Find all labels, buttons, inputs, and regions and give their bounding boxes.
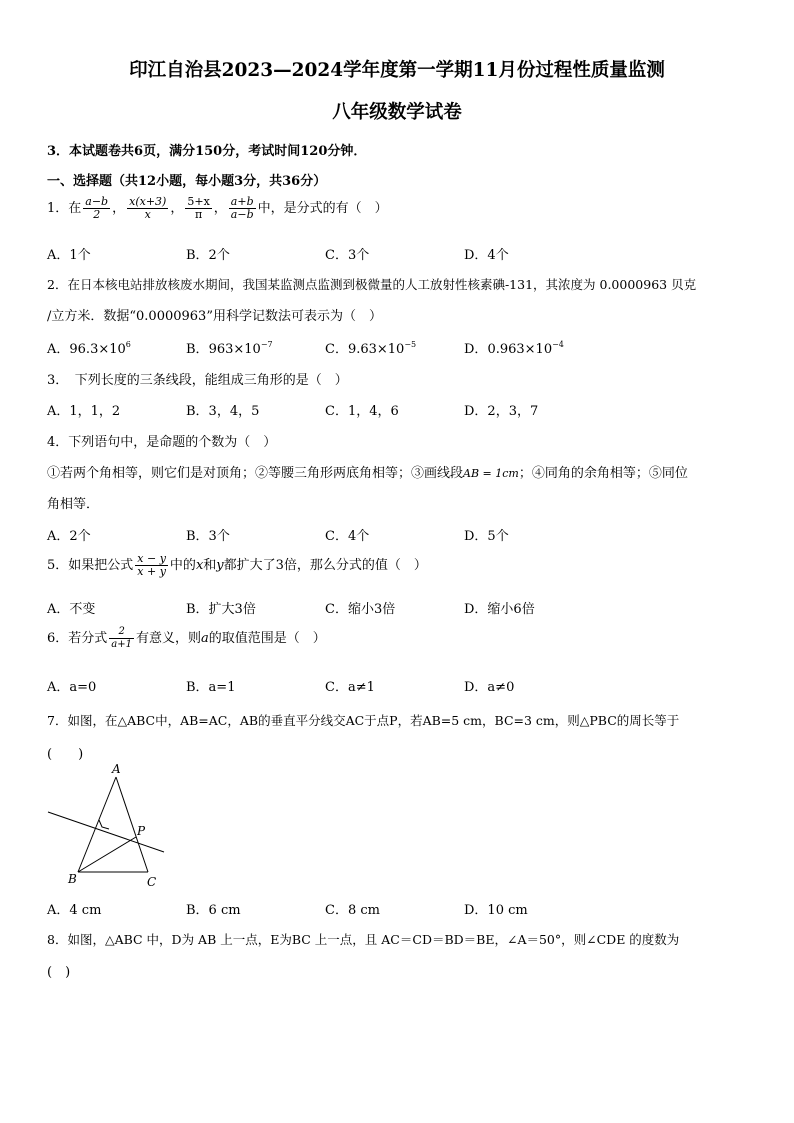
q6-fraction: $\frac{2}{a+1}$ bbox=[111, 626, 132, 650]
q1-option-c[interactable]: C．3个 bbox=[325, 248, 370, 263]
q5-option-d[interactable]: D．缩小6倍 bbox=[464, 602, 535, 617]
q4-option-d[interactable]: D．5个 bbox=[464, 529, 509, 544]
q1-option-d[interactable]: D．4个 bbox=[464, 248, 509, 263]
q7-option-b[interactable]: B．6 cm bbox=[186, 903, 241, 918]
question-7-stem-line1: 7．如图，在△ABC中，AB=AC，AB的垂直平分线交AC于点P，若AB=5 cm，BC=3 cm，则△PBC的周长等于 bbox=[47, 713, 680, 728]
q1-suffix: 中，是分式的有（ ） bbox=[257, 201, 388, 216]
triangle-figure bbox=[44, 762, 174, 892]
q7-option-a[interactable]: A．4 cm bbox=[47, 903, 102, 918]
question-3-options bbox=[47, 400, 747, 418]
q2-option-d[interactable]: D．$0.963\times 10^{-4}$ bbox=[464, 340, 564, 357]
q5-option-a[interactable]: A．不变 bbox=[47, 602, 96, 617]
q4-segment-expression: AB = 1cm bbox=[463, 467, 519, 480]
q7-option-d[interactable]: D．10 cm bbox=[464, 903, 528, 918]
label-p: P bbox=[137, 824, 146, 838]
question-2-options bbox=[47, 338, 747, 356]
question-2-stem-line1: 2．在日本核电站排放核废水期间，我国某监测点监测到极微量的人工放射性核素碘-131，其浓度为 0.0000963 贝克 bbox=[47, 277, 697, 292]
q4-option-c[interactable]: C．4个 bbox=[325, 529, 370, 544]
section-heading-choice: 一、选择题（共12小题，每小题3分，共36分） bbox=[47, 174, 327, 189]
question-7-stem-line2: ( ) bbox=[47, 747, 84, 762]
right-angle-mark bbox=[99, 820, 109, 829]
q4-option-a[interactable]: A．2个 bbox=[47, 529, 91, 544]
q1-option-b[interactable]: B．2个 bbox=[186, 248, 230, 263]
question-7-options bbox=[47, 899, 747, 917]
segment-bp bbox=[78, 837, 136, 872]
exam-note: 3．本试题卷共6页，满分150分，考试时间120分钟． bbox=[47, 144, 367, 159]
question-4-stem: 4．下列语句中，是命题的个数为（ ） bbox=[47, 435, 277, 450]
question-4-options bbox=[47, 525, 747, 543]
question-5-options bbox=[47, 598, 747, 616]
label-b: B bbox=[68, 872, 77, 886]
question-6-options bbox=[47, 676, 747, 694]
question-1-options bbox=[47, 244, 747, 262]
q7-option-c[interactable]: C．8 cm bbox=[325, 903, 380, 918]
label-a: A bbox=[112, 762, 121, 776]
q3-option-d[interactable]: D．2，3，7 bbox=[464, 404, 539, 419]
q3-option-a[interactable]: A．1，1，2 bbox=[47, 404, 121, 419]
perpendicular-bisector bbox=[48, 812, 164, 852]
exam-subtitle: 八年级数学试卷 bbox=[332, 102, 462, 123]
q1-fraction-2: $\frac{x(x+3)}{x}$ bbox=[129, 195, 167, 221]
q6-option-b[interactable]: B．a=1 bbox=[186, 680, 236, 695]
q1-fraction-1: $\frac{a-b}{2}$ bbox=[85, 195, 109, 221]
question-1-stem: 1．在 $\frac{a-b}{2}$ ， $\frac{x(x+3)}{x}$ ， $\frac{5+x}{\pi}$ ， $\frac{a+b}{a-b}$ 中，是分式的有（ ） bbox=[47, 195, 388, 221]
q2-option-b[interactable]: B．$963\times 10^{-7}$ bbox=[186, 340, 273, 357]
q1-fraction-3: $\frac{5+x}{\pi}$ bbox=[187, 195, 210, 221]
q1-fraction-4: $\frac{a+b}{a-b}$ bbox=[230, 195, 254, 221]
q3-option-c[interactable]: C．1，4，6 bbox=[325, 404, 399, 419]
q6-option-d[interactable]: D．a≠0 bbox=[464, 680, 515, 695]
question-5-stem: 5．如果把公式 $\frac{x - y}{x + y}$ 中的x和y都扩大了3倍，那么分式的值（ ） bbox=[47, 552, 427, 578]
label-c: C bbox=[147, 875, 157, 889]
q1-prefix: 1．在 bbox=[47, 201, 82, 216]
question-4-statements-line1: ①若两个角相等，则它们是对顶角；②等腰三角形两底角相等；③画线段AB = 1cm；④同角的余角相等；⑤同位 bbox=[47, 466, 688, 481]
q5-option-c[interactable]: C．缩小3倍 bbox=[325, 602, 396, 617]
question-6-stem: 6．若分式 $\frac{2}{a+1}$ 有意义，则a的取值范围是（ ） bbox=[47, 626, 326, 650]
q3-option-b[interactable]: B．3，4，5 bbox=[186, 404, 260, 419]
question-8-stem-line2: ( ) bbox=[47, 965, 71, 980]
q4-option-b[interactable]: B．3个 bbox=[186, 529, 230, 544]
q2-option-c[interactable]: C．$9.63\times 10^{-5}$ bbox=[325, 340, 417, 357]
question-3-stem: 3． 下列长度的三条线段，能组成三角形的是（ ） bbox=[47, 373, 348, 388]
question-4-statements-line2: 角相等． bbox=[47, 497, 100, 512]
q6-option-a[interactable]: A．a=0 bbox=[47, 680, 97, 695]
q6-option-c[interactable]: C．a≠1 bbox=[325, 680, 375, 695]
question-2-stem-line2: /立方米．数据“0.0000963”用科学记数法可表示为（ ） bbox=[47, 309, 382, 324]
q2-option-a[interactable]: A．$96.3\times 10^6$ bbox=[47, 340, 131, 357]
q5-option-b[interactable]: B．扩大3倍 bbox=[186, 602, 256, 617]
q5-fraction: $\frac{x - y}{x + y}$ bbox=[137, 552, 166, 578]
q1-option-a[interactable]: A．1个 bbox=[47, 248, 91, 263]
question-8-stem-line1: 8．如图，△ABC 中，D为 AB 上一点，E为BC 上一点，且 AC＝CD＝BD＝BE，∠A＝50°，则∠CDE 的度数为 bbox=[47, 932, 680, 947]
exam-title: 印江自治县2023—2024学年度第一学期11月份过程性质量监测 bbox=[129, 60, 665, 81]
